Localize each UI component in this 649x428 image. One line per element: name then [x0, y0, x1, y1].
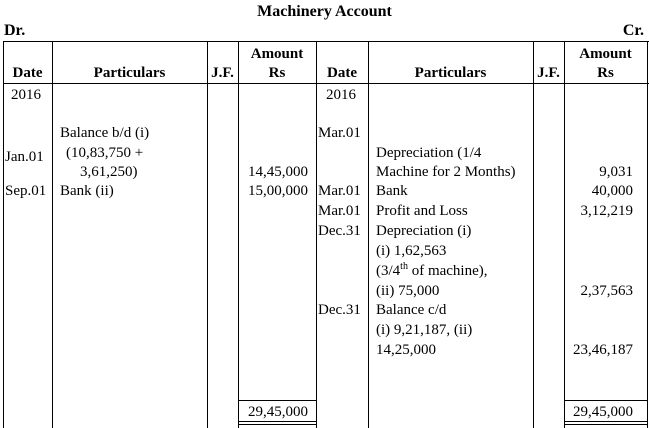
debit-bank-amount: 15,00,000	[248, 183, 308, 199]
credit-dep1-line1: Depreciation (1/4	[376, 145, 482, 161]
debit-bank-date: Sep.01	[5, 183, 47, 199]
col-line	[564, 41, 565, 428]
credit-dep2-line1: Depreciation (i)	[376, 223, 472, 239]
debit-balance-amount: 14,45,000	[248, 164, 308, 180]
header-particulars: Particulars	[414, 65, 487, 81]
credit-dep2-date: Dec.31	[318, 223, 361, 239]
header-jf: J.F.	[537, 65, 560, 81]
credit-dep2-line3-post: of machine),	[407, 263, 488, 279]
debit-balance-date: Jan.01	[5, 149, 44, 165]
col-line	[368, 41, 369, 428]
header-particulars: Particulars	[93, 65, 166, 81]
col-line	[533, 41, 534, 428]
total-rule-top	[564, 400, 647, 401]
credit-bal-amount: 23,46,187	[573, 342, 633, 358]
credit-dep1-date: Mar.01	[318, 125, 361, 141]
debit-balance-line3: 3,61,250)	[80, 164, 138, 180]
debit-year: 2016	[11, 87, 41, 103]
credit-bank-amount: 40,000	[591, 183, 633, 199]
total-rule-top	[238, 400, 316, 401]
credit-dep2-line4: (ii) 75,000	[376, 283, 440, 299]
top-rule	[3, 41, 649, 42]
header-amount: Amount	[250, 46, 304, 62]
credit-pl-text: Profit and Loss	[376, 203, 468, 219]
credit-dep1-line2: Machine for 2 Months)	[376, 164, 516, 180]
header-rule	[3, 83, 649, 84]
credit-pl-date: Mar.01	[318, 203, 361, 219]
col-line	[52, 41, 53, 428]
header-amount: Amount	[579, 46, 632, 62]
col-line	[207, 41, 208, 428]
debit-bank-text: Bank (ii)	[60, 183, 114, 199]
credit-dep1-amount: 9,031	[599, 164, 633, 180]
col-line	[3, 41, 4, 428]
total-rule-bottom2	[564, 424, 647, 425]
cr-label: Cr.	[622, 22, 644, 39]
page-title: Machinery Account	[257, 3, 392, 20]
credit-bal-line3: 14,25,000	[376, 342, 436, 358]
header-jf: J.F.	[211, 65, 234, 81]
col-line	[316, 41, 317, 428]
debit-balance-line1: Balance b/d (i)	[60, 125, 150, 141]
credit-bal-line1: Balance c/d	[376, 302, 447, 318]
total-rule-bottom	[564, 421, 647, 422]
credit-total: 29,45,000	[573, 404, 633, 420]
credit-dep2-line3-sup: th	[400, 261, 408, 272]
header-date: Date	[12, 65, 43, 81]
credit-bank-text: Bank	[376, 183, 408, 199]
credit-dep2-line3	[376, 262, 488, 280]
header-rs: Rs	[268, 65, 286, 81]
credit-year: 2016	[326, 87, 356, 103]
credit-pl-amount: 3,12,219	[580, 203, 633, 219]
credit-bal-date: Dec.31	[318, 302, 361, 318]
credit-bal-line2: (i) 9,21,187, (ii)	[376, 322, 473, 338]
col-line	[238, 41, 239, 428]
total-rule-bottom2	[238, 424, 316, 425]
col-line	[647, 41, 648, 428]
total-rule-bottom	[238, 421, 316, 422]
credit-bank-date: Mar.01	[318, 183, 361, 199]
credit-dep2-line3-pre: (3/4	[376, 263, 401, 279]
header-date: Date	[327, 65, 357, 81]
debit-balance-line2: (10,83,750 +	[66, 145, 144, 161]
debit-total: 29,45,000	[248, 404, 308, 420]
credit-dep2-amount: 2,37,563	[580, 283, 633, 299]
dr-label: Dr.	[4, 22, 26, 39]
credit-dep2-line2: (i) 1,62,563	[376, 243, 447, 259]
header-rs: Rs	[597, 65, 614, 81]
